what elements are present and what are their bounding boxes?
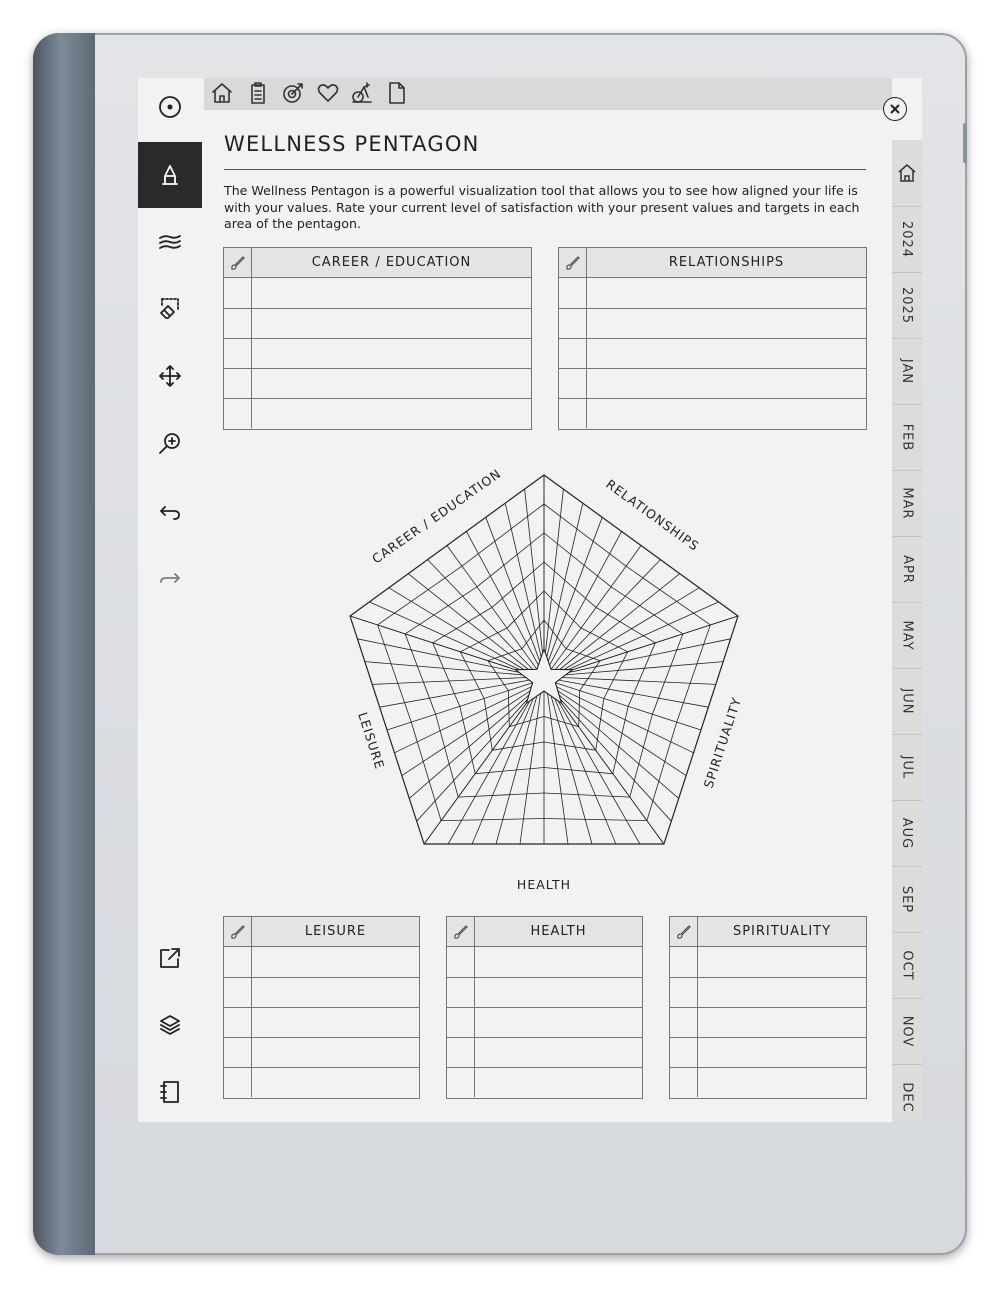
page-description: The Wellness Pentagon is a powerful visualization tool that allows you to see how aligned your life is with your values. Rate your current level of satisfaction with your present values and targets in each area of the pentagon. [224,183,860,231]
tab-label: MAY [899,619,915,651]
brush-icon [224,917,252,946]
tab-label: JUN [899,687,915,715]
label-career: CAREER / EDUCATION [369,465,504,567]
table-row[interactable] [670,947,866,978]
table-row[interactable] [224,1007,419,1038]
tab-label: MAR [899,486,915,520]
layers-button[interactable] [138,993,202,1057]
leisure-table[interactable] [223,916,420,1099]
health-table[interactable] [446,916,643,1099]
tab-label: SEP [899,885,915,913]
tab-label: JUL [899,755,915,779]
page-title: WELLNESS PENTAGON [224,132,480,156]
table-row[interactable] [670,1007,866,1038]
tab-label: AUG [899,817,915,849]
table-row[interactable] [670,1067,866,1097]
tablet-spine [33,33,95,1255]
tab-label: 2024 [899,220,915,258]
table-row[interactable] [670,1037,866,1068]
table-header [224,917,419,947]
share-icon [157,945,183,971]
table-title: SPIRITUALITY [732,924,832,939]
brush-icon [447,917,475,946]
tab-oct[interactable] [892,932,922,999]
layers-icon [157,1012,183,1038]
table-title: RELATIONSHIPS [668,255,785,270]
tab-label: 2025 [899,286,915,324]
table-header [447,917,642,947]
table-row[interactable] [447,1067,642,1097]
wellness-pentagon[interactable] [138,78,922,908]
brush-icon [670,917,698,946]
tab-dec[interactable] [892,1064,922,1130]
table-row[interactable] [224,947,419,978]
table-title: CAREER / EDUCATION [311,255,472,270]
tab-label: JAN [899,358,915,384]
spirituality-table[interactable] [669,916,867,1099]
table-row[interactable] [670,977,866,1008]
screen [138,78,922,1122]
table-row[interactable] [447,977,642,1008]
table-row[interactable] [224,1037,419,1068]
label-relationships: RELATIONSHIPS [603,476,703,554]
tab-label: OCT [899,949,915,981]
notebook-button[interactable] [138,1060,202,1124]
table-row[interactable] [447,1007,642,1038]
tab-label: FEB [899,423,915,451]
tab-label: NOV [899,1015,915,1047]
table-header [670,917,866,947]
label-leisure: LEISURE [355,710,388,772]
table-title: HEALTH [530,924,587,939]
label-spirituality: SPIRITUALITY [700,695,745,790]
table-title: LEISURE [304,924,367,939]
tab-label: APR [899,554,915,584]
table-row[interactable] [447,947,642,978]
notebook-icon [157,1079,183,1105]
share-button[interactable] [138,926,202,990]
power-button [963,123,967,163]
tab-nov[interactable] [892,998,922,1065]
table-row[interactable] [224,1067,419,1097]
table-row[interactable] [224,977,419,1008]
tab-label: DEC [899,1081,915,1113]
table-row[interactable] [447,1037,642,1068]
label-health: HEALTH [516,877,572,892]
